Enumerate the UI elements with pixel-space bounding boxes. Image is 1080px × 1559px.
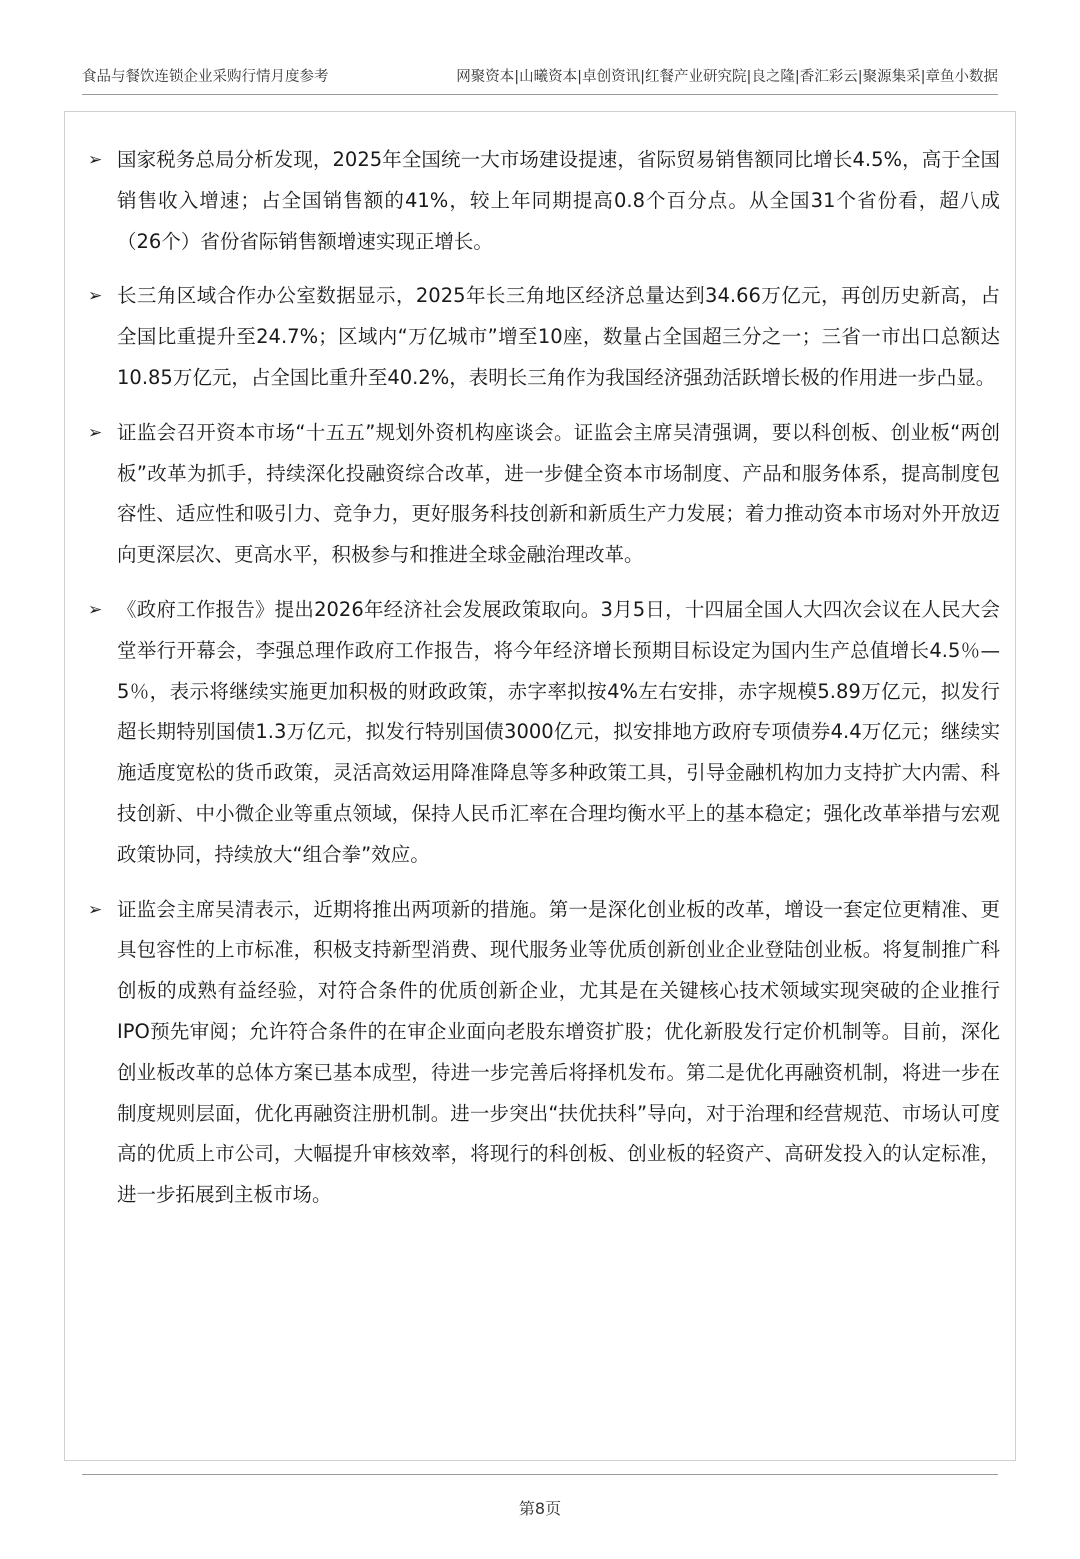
list-item xyxy=(88,140,1000,262)
list-item xyxy=(88,590,1000,876)
list-item-text: 《政府工作报告》提出2026年经济社会发展政策取向。3月5日，十四届全国人大四次会议在人民大会堂举行开幕会，李强总理作政府工作报告，将今年经济增长预期目标设定为国内生产总值增长4.5％—5％，表示将继续实施更加积极的财政政策，赤字率拟按4%左右安排，赤字规模5.89万亿元，拟发行超长期特别国债1.3万亿元，拟发行特别国债3000亿元，拟安排地方政府专项债券4.4万亿元；继续实施适度宽松的货币政策，灵活高效运用降准降息等多种政策工具，引导金融机构加力支持扩大内需、科技创新、中小微企业等重点领域，保持人民币汇率在合理均衡水平上的基本稳定；强化改革举措与宏观政策协同，持续放大“组合拳”效应。 xyxy=(117,597,1000,866)
arrow-bullet-icon: ➢ xyxy=(88,422,103,443)
list-item-text: 长三角区域合作办公室数据显示，2025年长三角地区经济总量达到34.66万亿元，再创历史新高，占全国比重提升至24.7%；区域内“万亿城市”增至10座，数量占全国超三分之一；三省一市出口总额达10.85万亿元，占全国比重升至40.2%，表明长三角作为我国经济强劲活跃增长极的作用进一步凸显。 xyxy=(117,284,1000,389)
page-header xyxy=(82,60,998,90)
header-source-list: 网聚资本|山曦资本|卓创资讯|红餐产业研究院|良之隆|香汇彩云|聚源集采|章鱼小数据 xyxy=(456,68,998,85)
header-divider xyxy=(82,94,998,95)
list-item xyxy=(88,276,1000,398)
page-number: 第8页 xyxy=(518,1499,562,1518)
arrow-bullet-icon: ➢ xyxy=(88,899,103,920)
arrow-bullet-icon: ➢ xyxy=(88,599,103,620)
list-item-text: 证监会召开资本市场“十五五”规划外资机构座谈会。证监会主席吴清强调，要以科创板、创业板“两创板”改革为抓手，持续深化投融资综合改革，进一步健全资本市场制度、产品和服务体系，提高制度包容性、适应性和吸引力、竞争力，更好服务科技创新和新质生产力发展；着力推动资本市场对外开放迈向更深层次、更高水平，积极参与和推进全球金融治理改革。 xyxy=(117,420,1000,567)
list-item xyxy=(88,413,1000,576)
list-item-text: 证监会主席吴清表示，近期将推出两项新的措施。第一是深化创业板的改革，增设一套定位更精准、更具包容性的上市标准，积极支持新型消费、现代服务业等优质创新创业企业登陆创业板。将复制推广科创板的成熟有益经验，对符合条件的优质创新企业，尤其是在关键核心技术领域实现突破的企业推行IPO预先审阅；允许符合条件的在审企业面向老股东增资扩股；优化新股发行定价机制等。目前，深化创业板改革的总体方案已基本成型，待进一步完善后将择机发布。第二是优化再融资机制，将进一步在制度规则层面，优化再融资注册机制。进一步突出“扶优扶科”导向，对于治理和经营规范、市场认可度高的优质上市公司，大幅提升审核效率，将现行的科创板、创业板的轻资产、高研发投入的认定标准，进一步拓展到主板市场。 xyxy=(117,897,1000,1207)
list-item-text: 国家税务总局分析发现，2025年全国统一大市场建设提速，省际贸易销售额同比增长4.5%，高于全国销售收入增速；占全国销售额的41%，较上年同期提高0.8个百分点。从全国31个省份看，超八成（26个）省份省际销售额增速实现正增长。 xyxy=(117,148,1000,253)
arrow-bullet-icon: ➢ xyxy=(88,150,103,170)
header-report-title: 食品与餐饮连锁企业采购行情月度参考 xyxy=(82,68,329,85)
list-item xyxy=(88,890,1000,1216)
arrow-bullet-icon: ➢ xyxy=(88,286,103,307)
footer-divider xyxy=(82,1474,998,1475)
news-list xyxy=(88,140,1000,1230)
